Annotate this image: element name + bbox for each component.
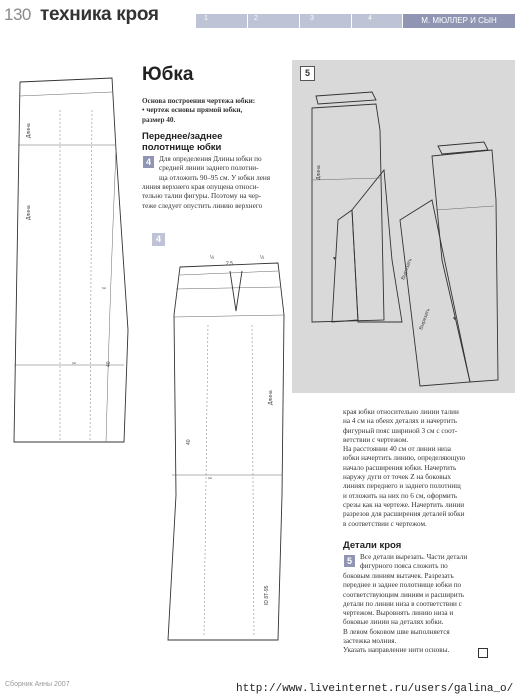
text-line: юбки начертить линию, определяющую — [343, 454, 466, 463]
page-header — [0, 0, 515, 28]
svg-text:✂: ✂ — [72, 361, 77, 367]
text-line: Все детали вырезать. Части детали — [360, 553, 468, 561]
text-line: чертежом. Выровнять линию низа и — [343, 609, 454, 618]
section2-text — [360, 553, 490, 572]
intro-line: • чертеж основы прямой юбки, — [142, 106, 243, 115]
fig4-mark-25: 2,5 — [226, 261, 233, 267]
text-line: переднее и заднее полотнище юбки по — [343, 581, 462, 590]
text-line: в соответствии с чертежом. — [343, 519, 427, 528]
text-line: фигурный пояс шириной 3 см с соот- — [343, 426, 458, 435]
figure-5-panel — [292, 60, 515, 393]
svg-text:40: 40 — [186, 439, 192, 445]
text-line: фигурного пояса сложить по — [360, 562, 448, 571]
text-line: тельно талии фигуры. Поэтому на чер- — [142, 192, 262, 201]
tab-divider — [351, 14, 352, 28]
header-tab-3: 3 — [310, 15, 314, 22]
text-line: линиях переднего и заднего полотнищ — [343, 482, 461, 491]
header-tab-strip — [196, 14, 402, 28]
text-line: на 4 см на обеих деталях и начертить — [343, 417, 457, 426]
text-line: Указать направление нити основы. — [343, 646, 450, 655]
continuation-text — [343, 408, 488, 529]
tab-divider — [247, 14, 248, 28]
svg-text:Длина: Длина — [26, 205, 32, 220]
section1-heading-line: Переднее/заднее — [142, 131, 223, 142]
article-title: Юбка — [142, 64, 194, 85]
intro-line: размер 40. — [142, 115, 176, 124]
intro-line: Основа построения чертежа юбки: — [142, 97, 256, 105]
text-line: боковым линиям вытачек. Разрезать — [343, 572, 454, 580]
cut-pieces-drawing — [292, 60, 515, 393]
svg-text:Длина: Длина — [316, 165, 322, 180]
text-line: разрезов для расширения деталей юбки — [343, 510, 465, 519]
section2-text-cont — [343, 572, 491, 656]
section-title: техника кроя — [40, 4, 159, 25]
text-line: срезы как на чертеже. Начертить линии — [343, 500, 465, 509]
text-line: ща отложить 90–95 см. У юбки леня — [159, 173, 271, 182]
svg-text:Длина: Длина — [268, 390, 274, 405]
header-tab-2: 2 — [254, 15, 258, 22]
svg-text:▼: ▼ — [452, 316, 457, 322]
text-line: края юбки относительно линии талии — [343, 408, 459, 416]
section1-heading-line: полотнище юбки — [142, 142, 222, 153]
fig4-mark-half: ½ — [260, 255, 265, 261]
section1-heading — [142, 131, 222, 153]
header-tab-4: 4 — [368, 15, 372, 22]
svg-text:✂: ✂ — [208, 476, 213, 482]
end-of-article-icon — [478, 648, 488, 658]
text-line: средней линии заднего полотни- — [159, 164, 259, 173]
fig5-label-vyrezat: Вырезать — [400, 257, 414, 281]
text-line: теже следует опустить линию верхнего — [142, 201, 263, 210]
text-line: наружу дуги от точек Z на боковых — [343, 473, 452, 482]
text-line: застежка молния. — [343, 637, 397, 646]
tab-divider — [299, 14, 300, 28]
section1-text — [159, 155, 287, 183]
back-panel-drawing — [160, 245, 290, 645]
brand-label: М. МЮЛЛЕР И СЫН — [403, 14, 515, 28]
figure-5-label: 5 — [300, 66, 315, 81]
step-4-badge: 4 — [143, 156, 154, 168]
text-line: В левом боковом шве выполняется — [343, 627, 450, 636]
page-number: 130 — [4, 5, 31, 24]
section2-heading: Детали кроя — [343, 540, 402, 551]
section1-text-cont — [142, 183, 287, 211]
text-line: начало расширения юбки. Начертить — [343, 463, 457, 472]
svg-text:40: 40 — [106, 361, 112, 367]
svg-text:▼: ▼ — [332, 256, 337, 262]
text-line: боковые линии на деталях юбки. — [343, 618, 444, 627]
header-tab-1: 1 — [204, 15, 208, 22]
text-line: линия верхнего края опущена относи- — [142, 183, 259, 191]
svg-text:✂: ✂ — [102, 286, 107, 292]
step-5-badge: 5 — [344, 555, 355, 567]
text-line: и отложить на них по 6 см, оформить — [343, 491, 458, 500]
fig4-mark-half: ½ — [210, 255, 215, 261]
drawing-code: ID 8Т-95 — [264, 585, 270, 605]
publication-name: Сборник Анны 2007 — [5, 681, 70, 688]
figure-4-label: 4 — [152, 233, 165, 246]
text-line: Для определения Длины юбки по — [159, 155, 262, 163]
text-line: ветствии с чертежом. — [343, 435, 409, 444]
source-url[interactable]: http://www.liveinternet.ru/users/galina_o/ — [236, 683, 514, 695]
text-line: На расстоянии 40 см от линии низа — [343, 445, 451, 454]
intro-block — [142, 97, 282, 125]
fig5-label-vyrezat: Вырезать — [418, 307, 432, 331]
svg-text:Длина: Длина — [26, 123, 32, 138]
text-line: соответствующим линиям и расширить — [343, 590, 464, 599]
text-line: детали по линии низа в соответствии с — [343, 599, 462, 608]
front-panel-drawing — [0, 60, 140, 450]
